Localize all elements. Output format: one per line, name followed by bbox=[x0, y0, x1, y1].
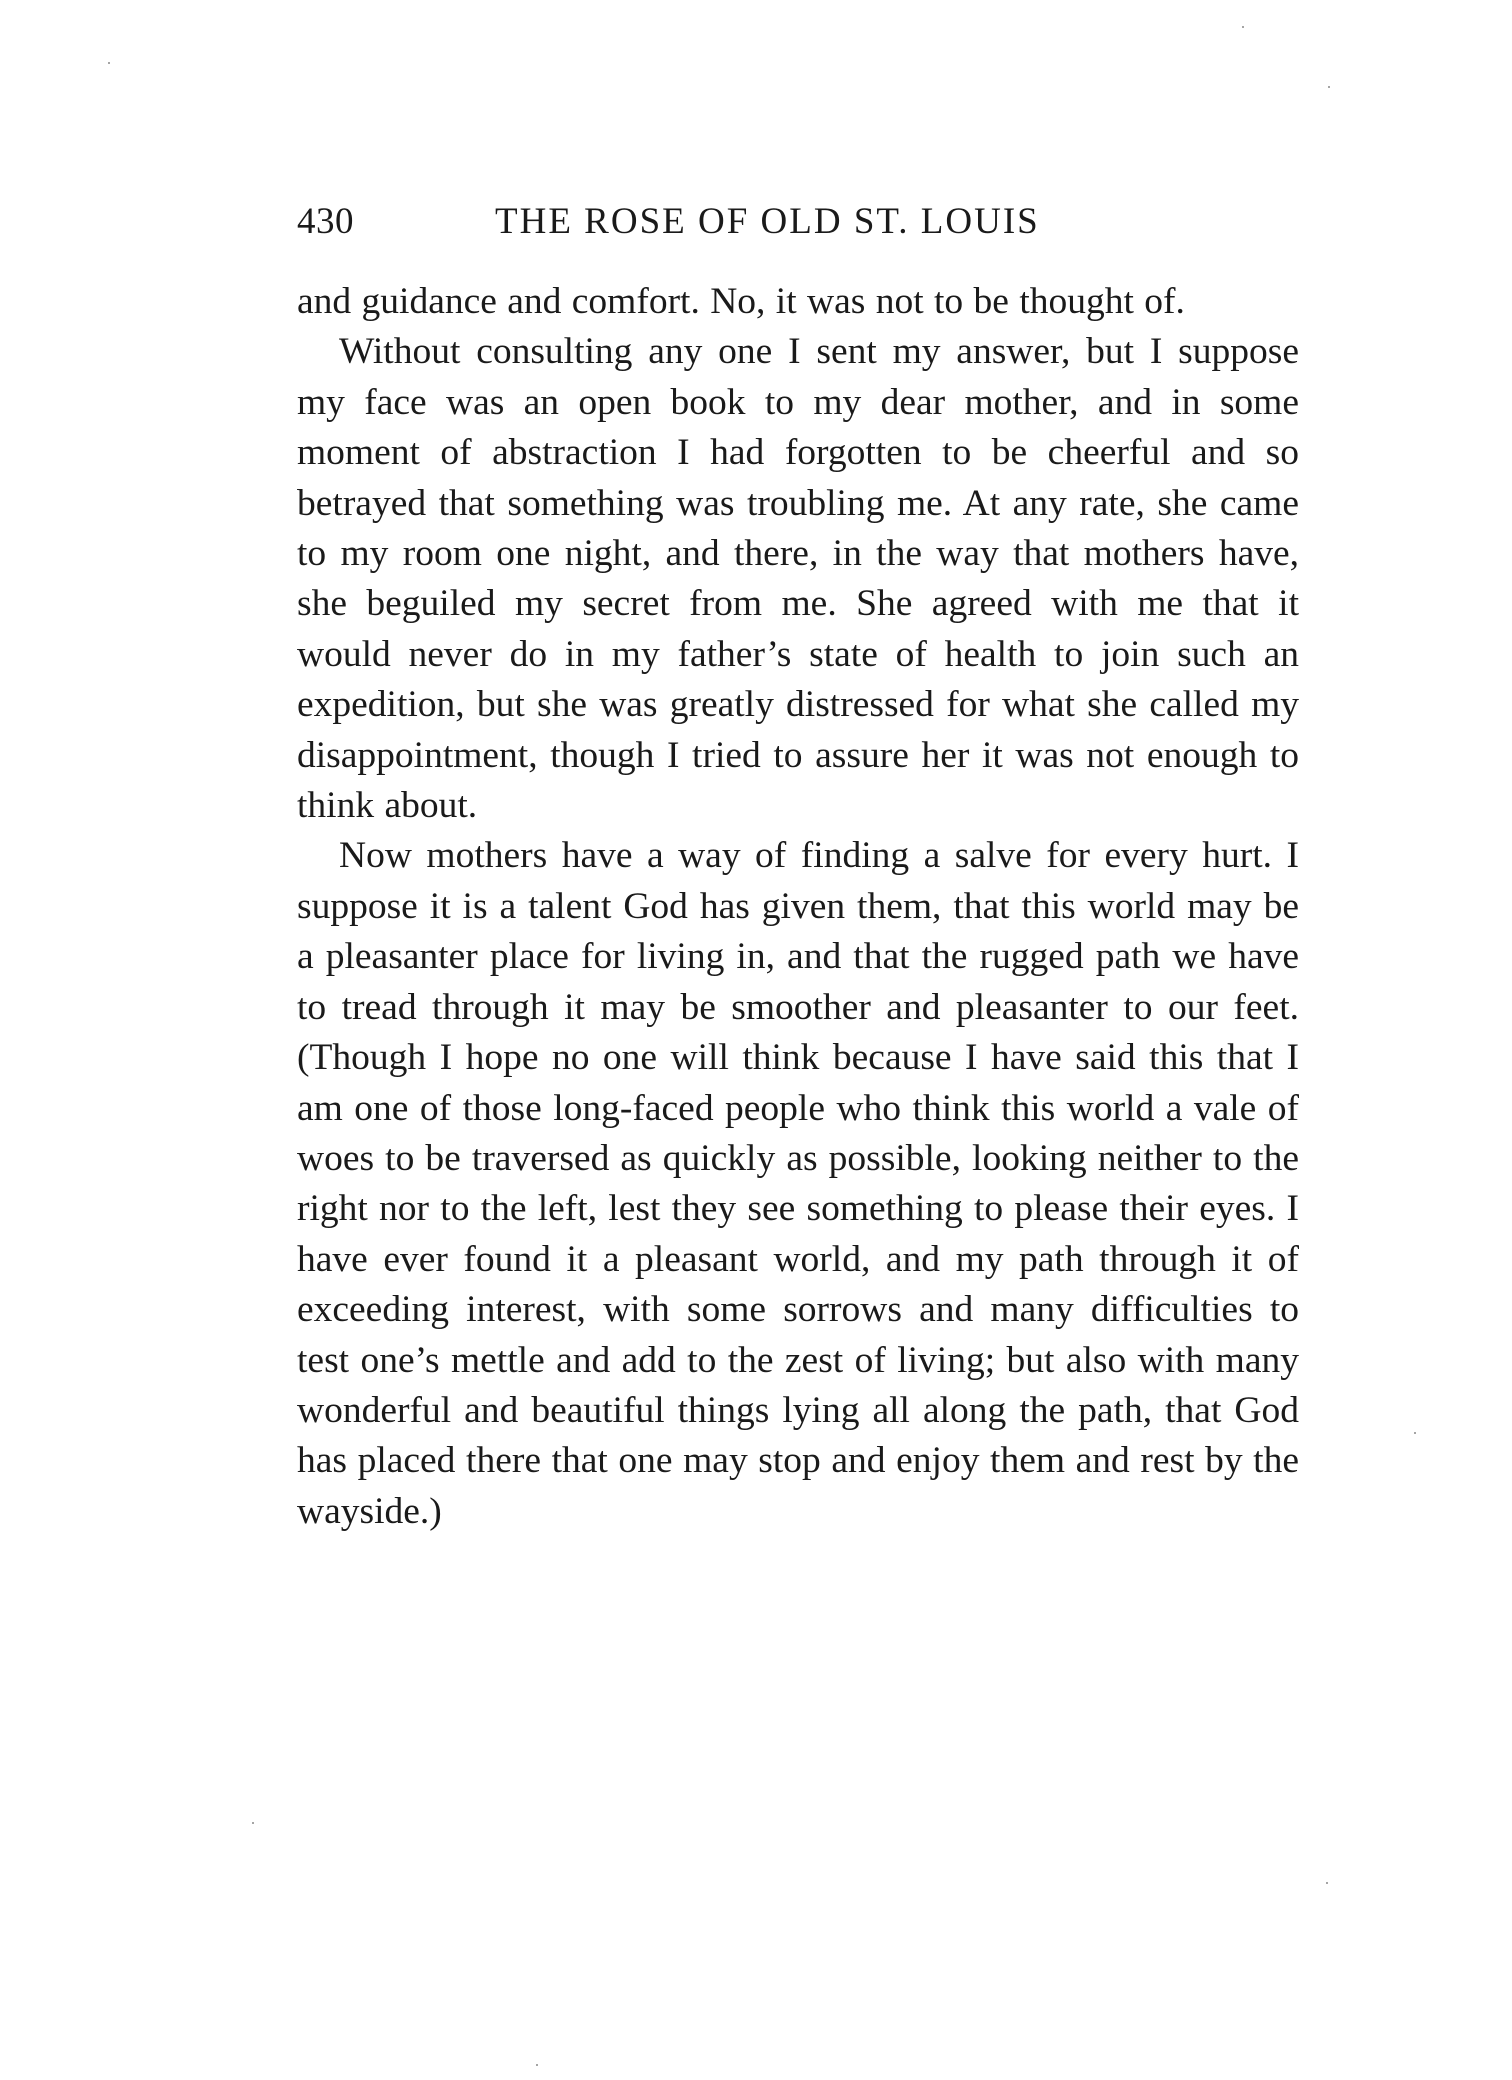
paper-speck bbox=[536, 2064, 538, 2066]
paragraph-continuation: and guidance and comfort. No, it was not to be thought of. bbox=[297, 281, 1185, 322]
paper-speck bbox=[1328, 86, 1330, 88]
paper-speck bbox=[252, 1822, 254, 1824]
running-title: THE ROSE OF OLD ST. LOUIS bbox=[495, 201, 1040, 242]
paper-speck bbox=[1326, 1882, 1328, 1884]
paper-speck bbox=[1242, 26, 1244, 28]
paper-speck bbox=[1414, 1432, 1416, 1434]
page-number: 430 bbox=[297, 201, 354, 242]
body-text bbox=[297, 277, 1299, 1537]
paper-speck bbox=[108, 62, 110, 64]
paragraph: Without consulting any one I sent my answer, but I suppose my face was an open book to my dear mother, and in some moment of abstraction I had forgotten to be cheerful and so betrayed that something was troubling me. At any rate, she came to my room one night, and there, in the way that mothers have, she beguiled my secret from me. She agreed with me that it would never do in my father’s state of health to join such an expedition, but she was greatly distressed for what she called my disappointment, though I tried to assure her it was not enough to think about. bbox=[297, 331, 1299, 827]
running-header bbox=[297, 196, 1307, 248]
paragraph: Now mothers have a way of finding a salve for every hurt. I suppose it is a talent God has given them, that this world may be a pleasanter place for living in, and that the rugged path we have to tread through it may be smoother and pleasanter to our feet. (Though I hope no one will think because I have said this that I am one of those long-faced people who think this world a vale of woes to be traversed as quickly as possible, looking neither to the right nor to the left, lest they see something to please their eyes. I have ever found it a pleasant world, and my path through it of exceeding interest, with some sorrows and many difficulties to test one’s mettle and add to the zest of living; but also with many wonderful and beautiful things lying all along the path, that God has placed there that one may stop and enjoy them and rest by the wayside.) bbox=[297, 835, 1299, 1532]
